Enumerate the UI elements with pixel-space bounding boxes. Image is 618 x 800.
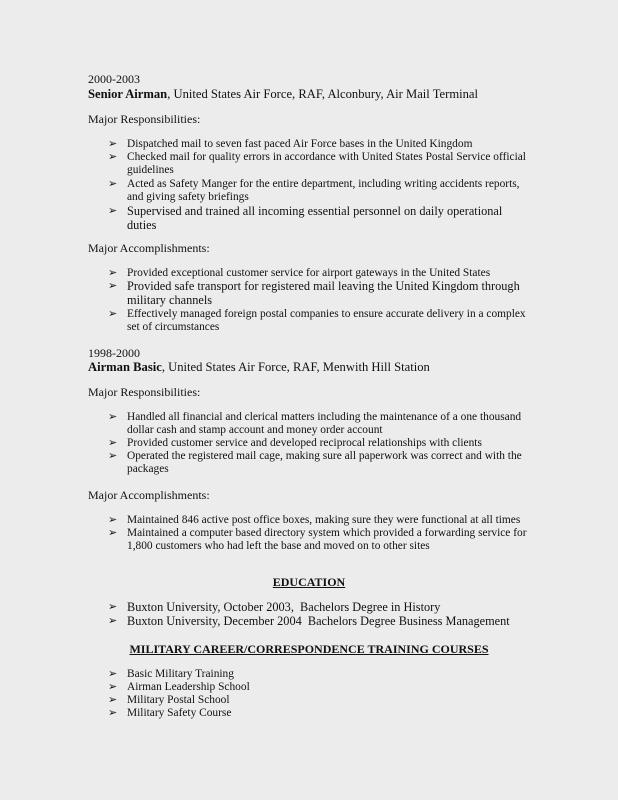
list-item: ➢ Basic Military Training bbox=[108, 668, 234, 680]
arrow-bullet-icon: ➢ bbox=[108, 138, 118, 150]
job-years: 2000-2003 bbox=[88, 72, 140, 86]
list-item: ➢ Airman Leadership School bbox=[108, 681, 250, 693]
responsibilities-label: Major Responsibilities: bbox=[88, 385, 201, 399]
accomplishments-label: Major Accomplishments: bbox=[88, 241, 210, 255]
arrow-bullet-icon: ➢ bbox=[108, 514, 118, 526]
arrow-bullet-icon: ➢ bbox=[108, 707, 118, 719]
job-title: Senior Airman bbox=[88, 87, 168, 101]
list-item: ➢ Provided exceptional customer service for airport gateways in the United States bbox=[108, 267, 491, 279]
list-item: ➢ Provided customer service and developed reciprocal relationships with clients bbox=[108, 437, 482, 449]
list-item: ➢ Handled all financial and clerical matters including the maintenance of a one thousand dollar cash and stamp account and money order account bbox=[108, 411, 522, 436]
list-item: ➢ Maintained 846 active post office boxes, making sure they were functional at all times bbox=[108, 514, 521, 526]
arrow-bullet-icon: ➢ bbox=[108, 694, 118, 706]
job-place: , United States Air Force, RAF, Menwith Hill Station bbox=[161, 360, 430, 374]
arrow-bullet-icon: ➢ bbox=[108, 411, 118, 423]
arrow-bullet-icon: ➢ bbox=[108, 601, 118, 613]
list-item: ➢ Maintained a computer based directory system which provided a forwarding service for 1,800 customers who had left the base and moved on to other sites bbox=[108, 527, 527, 552]
arrow-bullet-icon: ➢ bbox=[108, 527, 118, 539]
list-item: ➢ Supervised and trained all incoming essential personnel on daily operational duties bbox=[108, 204, 503, 232]
arrow-bullet-icon: ➢ bbox=[108, 308, 118, 320]
arrow-bullet-icon: ➢ bbox=[108, 668, 118, 680]
list-item: ➢ Checked mail for quality errors in accordance with United States Postal Service official guidelines bbox=[108, 151, 526, 176]
list-item: ➢ Acted as Safety Manger for the entire department, including writing accidents reports, and giving safety briefings bbox=[108, 178, 520, 203]
arrow-bullet-icon: ➢ bbox=[108, 205, 118, 217]
arrow-bullet-icon: ➢ bbox=[108, 437, 118, 449]
training-heading: MILITARY CAREER/CORRESPONDENCE TRAINING COURSES bbox=[129, 642, 489, 656]
arrow-bullet-icon: ➢ bbox=[108, 267, 118, 279]
list-item: ➢ Buxton University, October 2003, Bachelors Degree in History bbox=[108, 600, 441, 614]
arrow-bullet-icon: ➢ bbox=[108, 280, 118, 292]
education-heading: EDUCATION bbox=[272, 575, 346, 589]
list-item: ➢ Buxton University, December 2004 Bachelors Degree Business Management bbox=[108, 614, 510, 628]
list-item: ➢ Dispatched mail to seven fast paced Air Force bases in the United Kingdom bbox=[108, 138, 473, 150]
job-years: 1998-2000 bbox=[88, 346, 140, 360]
arrow-bullet-icon: ➢ bbox=[108, 178, 118, 190]
list-item: ➢ Military Postal School bbox=[108, 694, 230, 706]
job-place: , United States Air Force, RAF, Alconbury, Air Mail Terminal bbox=[167, 87, 479, 101]
list-item: ➢ Operated the registered mail cage, making sure all paperwork was correct and with the packages bbox=[108, 450, 522, 475]
list-item: ➢ Effectively managed foreign postal companies to ensure accurate delivery in a complex set of circumstances bbox=[108, 308, 526, 333]
job-title-line bbox=[88, 360, 430, 375]
arrow-bullet-icon: ➢ bbox=[108, 615, 118, 627]
list-item: ➢ Military Safety Course bbox=[108, 707, 232, 719]
arrow-bullet-icon: ➢ bbox=[108, 450, 118, 462]
arrow-bullet-icon: ➢ bbox=[108, 151, 118, 163]
job-title: Airman Basic bbox=[88, 360, 162, 374]
arrow-bullet-icon: ➢ bbox=[108, 681, 118, 693]
responsibilities-label: Major Responsibilities: bbox=[88, 112, 201, 126]
list-item: ➢ Provided safe transport for registered mail leaving the United Kingdom through military channels bbox=[108, 279, 520, 307]
job-title-line bbox=[88, 87, 478, 102]
accomplishments-label: Major Accomplishments: bbox=[88, 488, 210, 502]
